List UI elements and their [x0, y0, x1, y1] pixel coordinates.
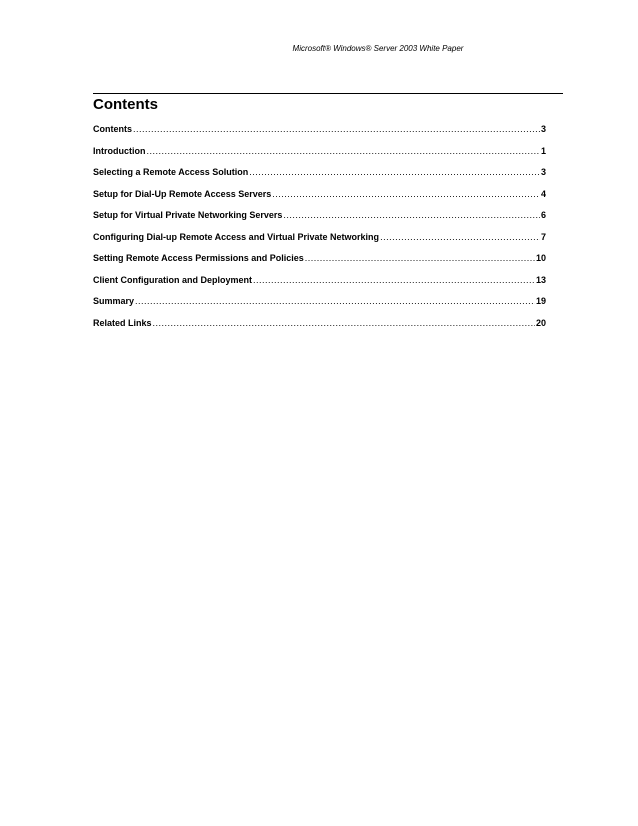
toc-entry-page: 10 — [535, 253, 546, 263]
toc-dot-leader — [135, 296, 535, 306]
toc-entry-label: Setting Remote Access Permissions and Policies — [93, 253, 304, 263]
header-rule — [93, 93, 563, 94]
toc-entry-dialup-setup[interactable] — [93, 189, 546, 211]
toc-dot-leader — [380, 232, 540, 242]
toc-entry-label: Setup for Dial-Up Remote Access Servers — [93, 188, 272, 199]
toc-dot-leader — [283, 210, 540, 220]
toc-entry-page: 3 — [540, 167, 546, 177]
toc-entry-page: 7 — [540, 231, 546, 242]
toc-dot-leader — [305, 253, 535, 263]
toc-dot-leader — [272, 189, 540, 199]
toc-entry-label: Summary — [93, 296, 135, 306]
toc-dot-leader — [249, 167, 540, 177]
toc-entry-page: 4 — [540, 188, 546, 199]
toc-entry-page: 1 — [540, 145, 546, 156]
toc-entry-label: Selecting a Remote Access Solution — [93, 167, 249, 177]
toc-entry-page: 19 — [535, 296, 546, 306]
toc-entry-page: 3 — [540, 124, 546, 134]
toc-entry-label: Client Configuration and Deployment — [93, 274, 252, 285]
toc-entry-label: Configuring Dial-up Remote Access and Virtual Private Networking — [93, 231, 380, 242]
toc-entry-contents[interactable] — [93, 124, 546, 146]
toc-entry-introduction[interactable] — [93, 146, 546, 168]
page-header: Microsoft® Windows® Server 2003 White Paper — [292, 44, 464, 53]
contents-title: Contents — [93, 96, 158, 113]
toc-entry-permissions-policies[interactable] — [93, 253, 546, 275]
toc-entry-label: Contents — [93, 124, 132, 134]
toc-dot-leader — [133, 124, 540, 134]
toc-dot-leader — [153, 318, 535, 328]
toc-entry-summary[interactable] — [93, 296, 546, 318]
toc-entry-page: 13 — [535, 274, 546, 285]
toc-dot-leader — [147, 146, 540, 156]
toc-entry-configuring-dialup-vpn[interactable] — [93, 232, 546, 254]
toc-entry-related-links[interactable] — [93, 318, 546, 340]
table-of-contents — [93, 124, 546, 339]
toc-entry-page: 20 — [535, 317, 546, 328]
toc-entry-label: Setup for Virtual Private Networking Servers — [93, 210, 283, 220]
toc-entry-selecting-remote-access[interactable] — [93, 167, 546, 189]
toc-entry-label: Introduction — [93, 145, 146, 156]
toc-entry-client-configuration[interactable] — [93, 275, 546, 297]
toc-entry-page: 6 — [540, 210, 546, 220]
toc-dot-leader — [253, 275, 535, 285]
toc-entry-vpn-setup[interactable] — [93, 210, 546, 232]
toc-entry-label: Related Links — [93, 317, 152, 328]
